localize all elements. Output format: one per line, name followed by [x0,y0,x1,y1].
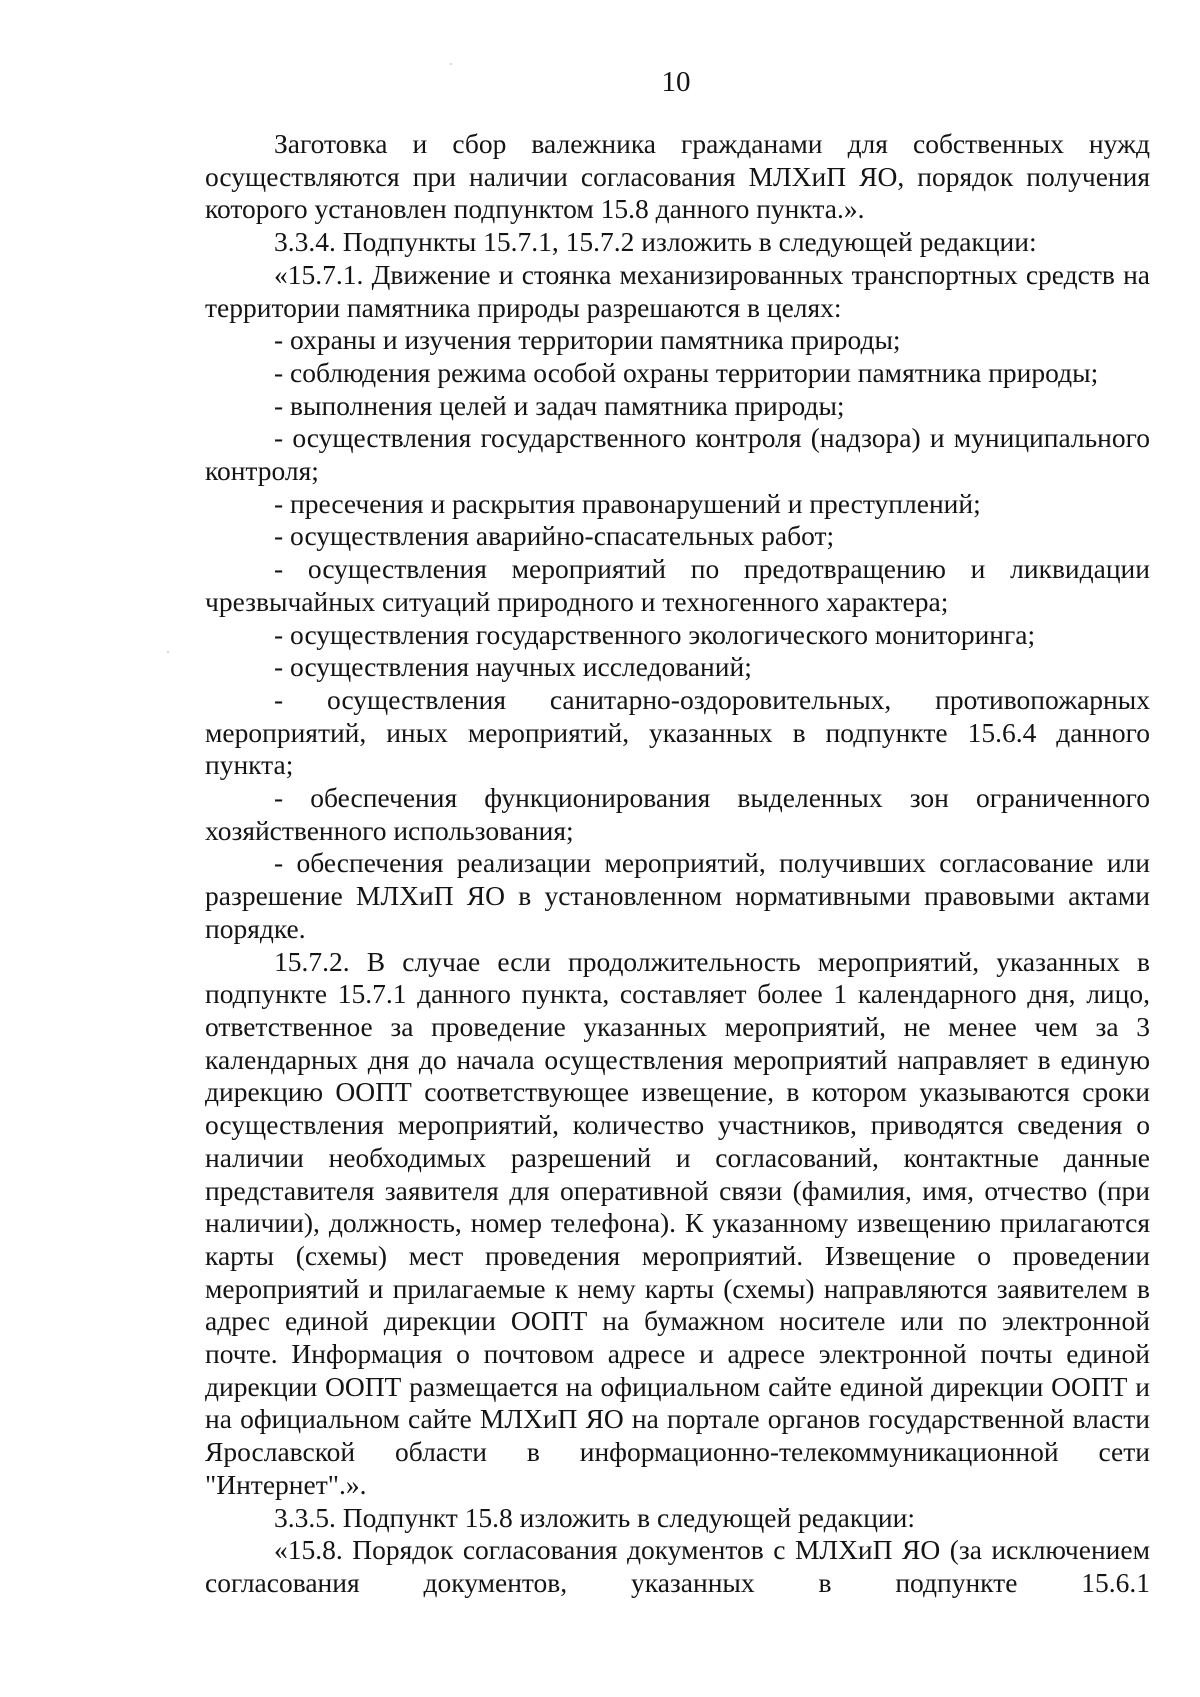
list-item: - осуществления государственного экологического мониторинга; [274,618,1036,650]
list-item: - пресечения и раскрытия правонарушений и преступлений; [274,487,981,519]
paragraph-3-3-5: 3.3.5. Подпункт 15.8 изложить в следующей редакции: [274,1501,915,1533]
paragraph-3-3-4: 3.3.4. Подпункты 15.7.1, 15.7.2 изложить в следующей редакции: [274,226,1037,258]
document-body [205,128,1150,1600]
list-item: - выполнения целей и задач памятника природы; [274,389,845,421]
list-item: - осуществления государственного контроля (надзора) и муниципального контроля; [205,422,1150,487]
list-item: - обеспечения реализации мероприятий, получивших согласование или разрешение МЛХиП ЯО в установленном нормативными правовыми актами порядке. [205,847,1150,944]
list-item: - осуществления научных исследований; [274,651,752,683]
list-item: - осуществления аварийно-спасательных работ; [274,520,835,552]
page-number: 10 [661,66,691,98]
paragraph-15-8: «15.8. Порядок согласования документов с МЛХиП ЯО (за исключением согласования документов, указанных в подпункте 15.6.1 [205,1534,1150,1598]
paragraph-15-7-1: «15.7.1. Движение и стоянка механизированных транспортных средств на территории памятника природы разрешаются в целях: [205,258,1150,323]
paragraph-15-7-2: 15.7.2. В случае если продолжительность мероприятий, указанных в подпункте 15.7.1 данного пункта, составляет более 1 календарного дня, лицо, ответственное за проведение указанных мероприятий, не менее чем за 3 календарных дня до начала осуществления мероприятий направляет в единую дирекцию ООПТ соответствующее извещение, в котором указываются сроки осуществления мероприятий, количество участников, приводятся сведения о наличии необходимых разрешений и согласований, контактные данные представителя заявителя для оперативной связи (фамилия, имя, отчество (при наличии), должность, номер телефона). К указанному извещению прилагаются карты (схемы) мест проведения мероприятий. Извещение о проведении мероприятий и прилагаемые к нему карты (схемы) направляются заявителем в адрес единой дирекции ООПТ на бумажном носителе или по электронной почте. Информация о почтовом адресе и адресе электронной почты единой дирекции ООПТ размещается на официальном сайте единой дирекции ООПТ и на официальном сайте МЛХиП ЯО на портале органов государственной власти Ярославской области в информационно-телекоммуникационной сети "Интернет".». [205,945,1150,1500]
list-item: - охраны и изучения территории памятника природы; [274,324,901,356]
list-item: - осуществления санитарно-оздоровительных, противопожарных мероприятий, иных мероприятий, указанных в подпункте 15.6.4 данного пункта; [205,683,1150,781]
scan-speck [167,651,169,653]
list-item: - соблюдения режима особой охраны территории памятника природы; [274,356,1099,388]
paragraph-deadwood-collection: Заготовка и сбор валежника гражданами для собственных нужд осуществляются при наличии согласования МЛХиП ЯО, порядок получения которого установлен подпунктом 15.8 данного пункта.». [205,128,1150,225]
list-item: - обеспечения функционирования выделенных зон ограниченного хозяйственного использования; [205,782,1150,846]
list-item: - осуществления мероприятий по предотвращению и ликвидации чрезвычайных ситуаций природного и техногенного характера; [205,553,1150,617]
